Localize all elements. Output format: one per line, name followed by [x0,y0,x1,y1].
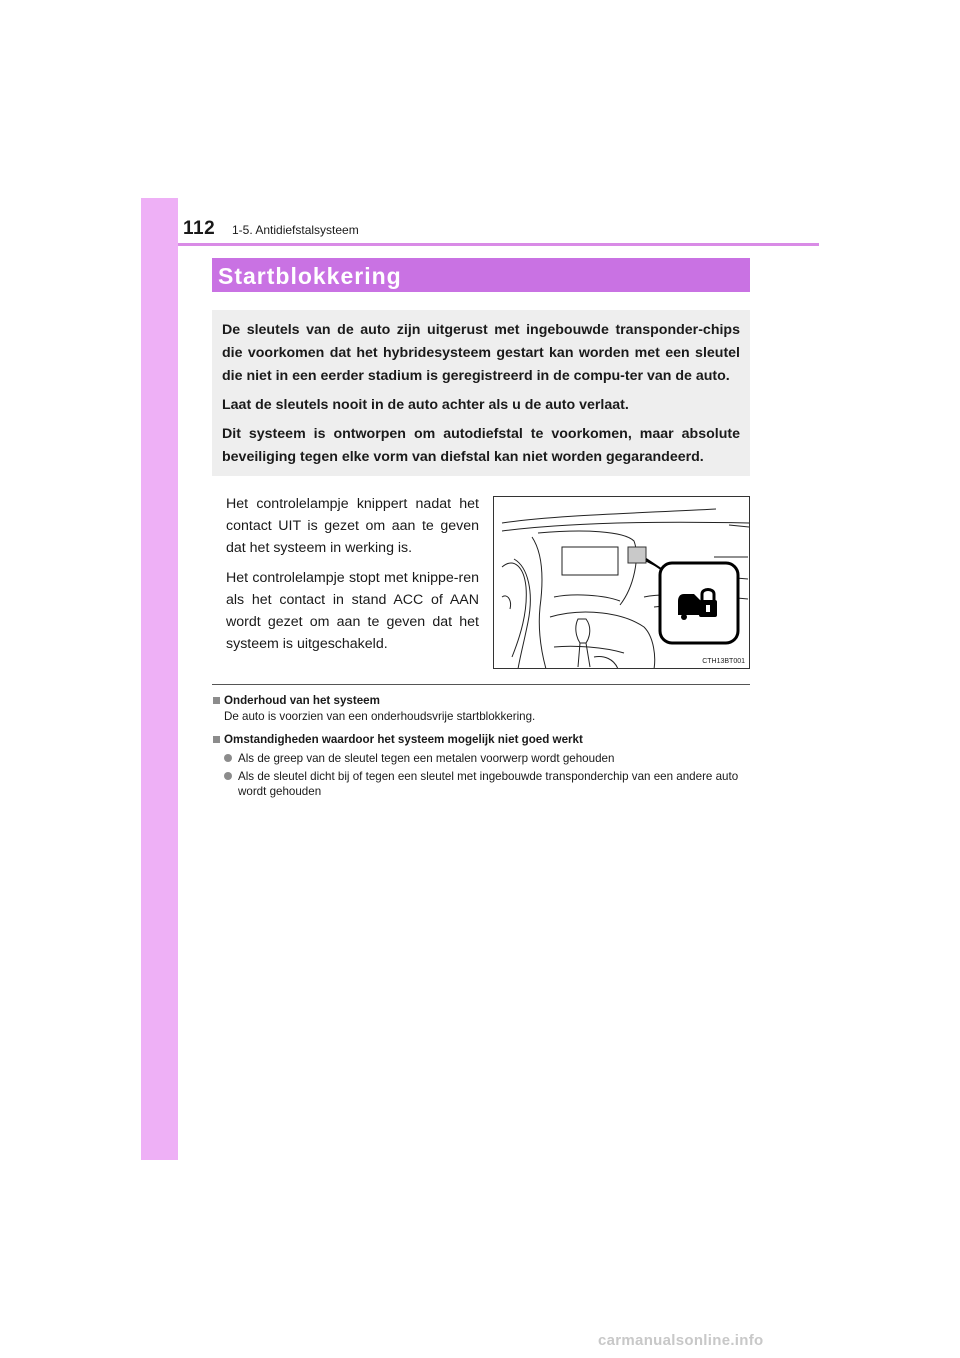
callout-bubble [646,559,738,643]
note-text: De auto is voorzien van een onderhoudsvrije startblokkering. [224,710,536,723]
square-bullet-icon [213,736,220,743]
square-bullet-icon [213,697,220,704]
intro-paragraph: Laat de sleutels nooit in de auto achter als u de auto verlaat. [222,397,629,413]
list-item-text: Als de greep van de sleutel tegen een metalen voorwerp wordt gehouden [238,752,615,765]
body-paragraph: Het controlelampje knippert nadat het contact UIT is gezet om aan te geven dat het systeem in werking is. [226,496,479,556]
section-title-bar [212,258,750,292]
notes-section [212,693,750,799]
body-text [226,493,479,663]
note-heading [212,732,750,748]
notes-divider [212,684,750,685]
intro-paragraph: Dit systeem is ontworpen om autodiefstal te voorkomen, maar absolute beveiliging tegen elke vorm van diefstal kan niet worden gegarandeerd. [222,426,740,465]
list-item [212,769,750,799]
list-item [212,751,750,766]
note-heading-text: Onderhoud van het systeem [224,694,380,707]
header-divider [178,243,819,246]
body-paragraph: Het controlelampje stopt met knippe-ren als het contact in stand ACC of AAN wordt gezet om aan te geven dat het systeem is uitgeschakeld. [226,570,479,652]
intro-paragraph: De sleutels van de auto zijn uitgerust met ingebouwde transponder-chips die voorkomen dat het hybridesysteem gestart kan worden met een sleutel die niet in een eerder stadium is geregistreerd in de compu-ter van de auto. [222,322,740,384]
intro-box [212,310,750,476]
page-number: 112 [183,218,216,239]
note-heading-text: Omstandigheden waardoor het systeem mogelijk niet goed werkt [224,733,583,746]
watermark: carmanualsonline.info [598,1332,764,1349]
round-bullet-icon [224,754,232,762]
list-item-text: Als de sleutel dicht bij of tegen een sleutel met ingebouwde transponderchip van een andere auto wordt gehouden [238,770,739,798]
dashboard-illustration [493,496,750,669]
round-bullet-icon [224,772,232,780]
figure-code: CTH13BT001 [702,658,745,665]
section-title: Startblokkering [218,263,402,289]
dashboard-line-drawing [494,497,750,669]
note-heading [212,693,750,709]
section-label: 1-5. Antidiefstalsysteem [232,223,359,237]
chapter-side-tab [141,198,178,1160]
